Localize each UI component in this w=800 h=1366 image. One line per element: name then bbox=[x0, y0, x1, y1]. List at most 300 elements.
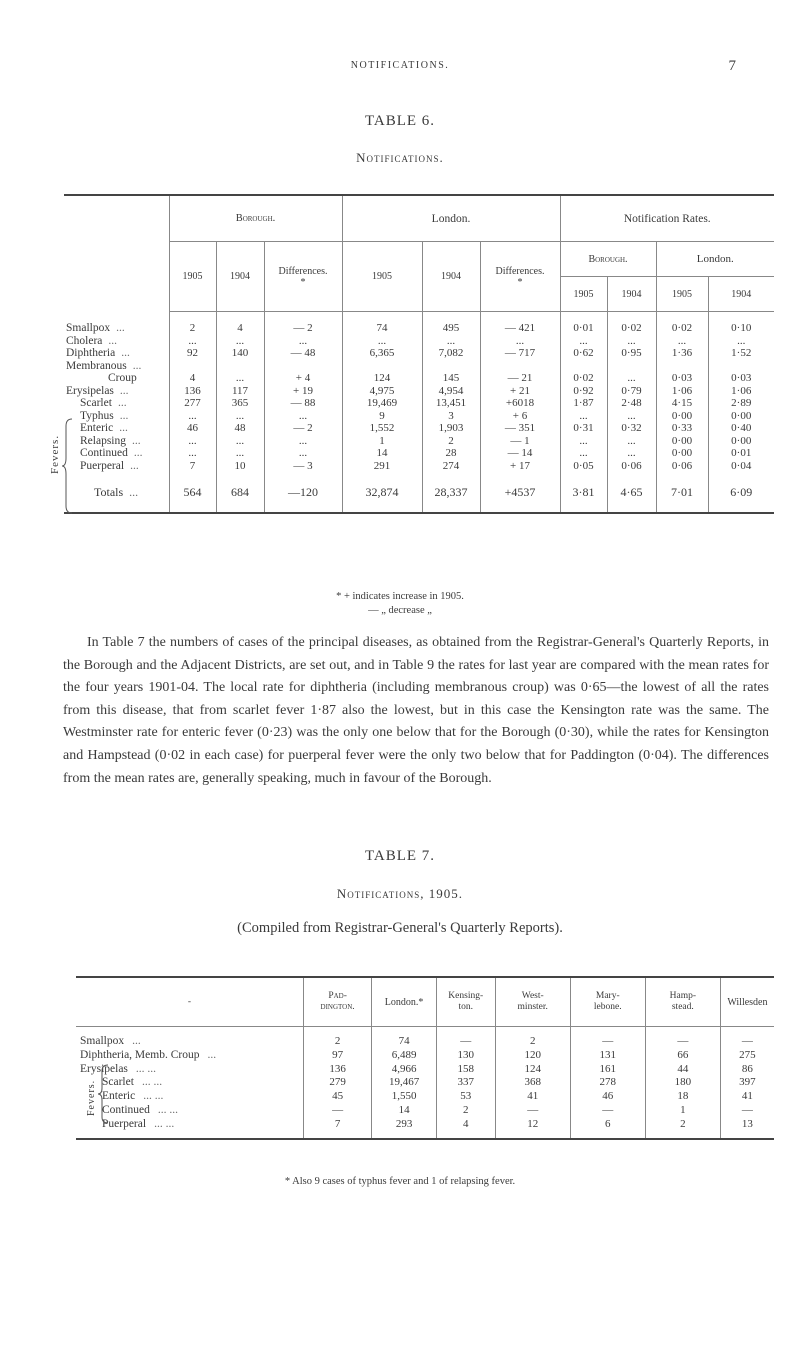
table6-cell-l05: 4,975 bbox=[342, 385, 422, 398]
table7-fevers-label: Fevers. bbox=[86, 1079, 97, 1116]
table7-row-label-cell bbox=[76, 1049, 303, 1063]
table7-cell-wil: 13 bbox=[720, 1118, 774, 1139]
table7-cell-ham: — bbox=[645, 1027, 720, 1049]
table6-cell-b05: 4 bbox=[169, 372, 216, 385]
table6-row-label: Diphtheria bbox=[66, 347, 116, 359]
table7-cell-wes: 12 bbox=[495, 1118, 570, 1139]
table6-row-label: Puerperal bbox=[80, 459, 125, 472]
table7-row-label: Smallpox bbox=[80, 1035, 125, 1047]
table6-cell-b04: ... bbox=[216, 447, 264, 460]
table6-cell-rb05: ... bbox=[560, 447, 607, 460]
table6-cell-b05 bbox=[169, 360, 216, 373]
table6-row-label: Enteric bbox=[80, 422, 114, 434]
table7-row-label: Scarlet bbox=[102, 1076, 134, 1089]
t6-h-rates-london: London. bbox=[656, 242, 774, 277]
table6-cell-b05: 92 bbox=[169, 347, 216, 360]
table6-cell-rl05: 0·00 bbox=[656, 435, 708, 448]
table6-row-label: Croup bbox=[108, 372, 137, 384]
table6-cell-rl05: 0·03 bbox=[656, 372, 708, 385]
table6-cell-rb04: ... bbox=[607, 410, 656, 423]
table7-cell-ken: 130 bbox=[436, 1049, 495, 1063]
table6-row bbox=[64, 347, 774, 360]
table6-cell-rl04 bbox=[708, 360, 774, 373]
table6-cell-rb04: 0·02 bbox=[607, 312, 656, 335]
table6-cell-ld: — 14 bbox=[480, 447, 560, 460]
table6-row bbox=[64, 397, 774, 410]
table6-cell-l05: ... bbox=[342, 335, 422, 348]
table6-cell-rl04: ... bbox=[708, 335, 774, 348]
table6-total-bd: —120 bbox=[264, 472, 342, 513]
table6-cell-rb04: 0·06 bbox=[607, 460, 656, 473]
table7-cell-lon: 74 bbox=[372, 1027, 436, 1049]
t6-h-l1905: 1905 bbox=[342, 242, 422, 312]
table6-cell-l04: ... bbox=[422, 335, 480, 348]
t6-h-ldiff-star: * bbox=[517, 276, 523, 288]
table6-cell-rl04: 0·00 bbox=[708, 410, 774, 423]
table6-row-label: Scarlet bbox=[80, 397, 112, 409]
table6-row bbox=[64, 335, 774, 348]
table6-total-b04: 684 bbox=[216, 472, 264, 513]
table6-total-rb04: 4·65 bbox=[607, 472, 656, 513]
table6-cell-l05: 1 bbox=[342, 435, 422, 448]
table6-cell-l05: 74 bbox=[342, 312, 422, 335]
table6-row-leader: ... bbox=[119, 422, 128, 434]
table6-cell-l05: 9 bbox=[342, 410, 422, 423]
table6-row bbox=[64, 372, 774, 385]
table6-cell-b04: ... bbox=[216, 410, 264, 423]
table6-fevers-label: Fevers. bbox=[49, 434, 61, 474]
t7-h-paddington: Pad- dington. bbox=[303, 977, 372, 1027]
table6-cell-ld: ... bbox=[480, 335, 560, 348]
table7-cell-mar: 46 bbox=[570, 1090, 645, 1104]
table6-cell-bd: ... bbox=[264, 410, 342, 423]
table7-row-label: Continued bbox=[102, 1103, 150, 1116]
table6-cell-rl04: 1·52 bbox=[708, 347, 774, 360]
table6-cell-l05: 19,469 bbox=[342, 397, 422, 410]
table6-cell-rb04: ... bbox=[607, 447, 656, 460]
table6-cell-b04: 365 bbox=[216, 397, 264, 410]
table6-cell-rb05: 1·87 bbox=[560, 397, 607, 410]
table6-cell-l04: 3 bbox=[422, 410, 480, 423]
table7-footnote: * Also 9 cases of typhus fever and 1 of relapsing fever. bbox=[284, 1176, 516, 1187]
table6-row-label-cell bbox=[64, 360, 169, 373]
table7-cell-ken: 158 bbox=[436, 1063, 495, 1077]
table6-row-label: Erysipelas bbox=[66, 384, 114, 397]
table6-cell-bd: — 88 bbox=[264, 397, 342, 410]
table6-totals-leader: ... bbox=[129, 484, 139, 499]
table7-source: (Compiled from Registrar-General's Quarterly Reports). bbox=[237, 920, 563, 936]
table6-cell-rb05 bbox=[560, 360, 607, 373]
table6-cell-b05: ... bbox=[169, 447, 216, 460]
table6-row-label-cell bbox=[64, 347, 169, 360]
table6-cell-rl04: 0·03 bbox=[708, 372, 774, 385]
table6-cell-l05: 124 bbox=[342, 372, 422, 385]
table6-row-leader: ... bbox=[132, 359, 142, 372]
t7-h-westminster: West- minster. bbox=[495, 977, 570, 1027]
table6-cell-rl04: 0·10 bbox=[708, 312, 774, 335]
table6-cell-b05: 46 bbox=[169, 422, 216, 435]
t7-h-marylebone: Mary- lebone. bbox=[570, 977, 645, 1027]
table6-note-decrease: — „ decrease „ bbox=[368, 605, 432, 616]
table7-cell-pad: 2 bbox=[303, 1027, 372, 1049]
table6-cell-rl04: 0·01 bbox=[708, 447, 774, 460]
table7-row-label-cell bbox=[76, 1027, 303, 1049]
table6-cell-ld: — 717 bbox=[480, 347, 560, 360]
table6-cell-l05: 6,365 bbox=[342, 347, 422, 360]
table7-cell-wil: 86 bbox=[720, 1063, 774, 1077]
table6-cell-l04: 495 bbox=[422, 312, 480, 335]
table6-cell-b04: 10 bbox=[216, 460, 264, 473]
running-head bbox=[0, 60, 800, 80]
table6-cell-l04: 145 bbox=[422, 372, 480, 385]
table7-cell-pad: 97 bbox=[303, 1049, 372, 1063]
table6-row-label: Continued bbox=[80, 447, 128, 459]
t7-h-london: London.* bbox=[372, 977, 436, 1027]
table7-row-label: Diphtheria, Memb. Croup bbox=[80, 1048, 200, 1061]
table6-title: TABLE 6. bbox=[364, 113, 436, 129]
table6-cell-ld: + 17 bbox=[480, 460, 560, 473]
table6-cell-b05: 7 bbox=[169, 460, 216, 473]
table6-cell-ld: + 6 bbox=[480, 410, 560, 423]
table6-cell-rl04: 2·89 bbox=[708, 397, 774, 410]
table6-row-label-cell bbox=[64, 397, 169, 410]
table7-cell-mar: 278 bbox=[570, 1076, 645, 1090]
table7-subtitle: Notifications, 1905. bbox=[336, 886, 464, 901]
table6-row-label: Cholera bbox=[66, 334, 103, 347]
table6-cell-rl04: 0·00 bbox=[708, 435, 774, 448]
table6-row-label-cell bbox=[64, 435, 169, 448]
table6-cell-l05 bbox=[342, 360, 422, 373]
table6-row-label-cell bbox=[64, 312, 169, 335]
table6-cell-l04 bbox=[422, 360, 480, 373]
table7-row-label-cell bbox=[76, 1076, 303, 1090]
table6-row-leader: ... bbox=[116, 321, 125, 334]
table7-row-label-cell bbox=[76, 1063, 303, 1077]
table6-row bbox=[64, 385, 774, 398]
table7-row bbox=[76, 1090, 774, 1104]
table7-cell-ken: 53 bbox=[436, 1090, 495, 1104]
table7-row-leader: ... ... bbox=[135, 1062, 157, 1075]
table6-totals-label: Totals bbox=[94, 484, 124, 499]
table7-cell-mar: 131 bbox=[570, 1049, 645, 1063]
table7-cell-wes: 120 bbox=[495, 1049, 570, 1063]
table6-cell-bd: — 2 bbox=[264, 312, 342, 335]
table7-cell-ken: 2 bbox=[436, 1104, 495, 1118]
table6-cell-rb04: 0·79 bbox=[607, 385, 656, 398]
t7-h-willesden: Willesden bbox=[720, 977, 774, 1027]
table7-cell-mar: — bbox=[570, 1027, 645, 1049]
table7-cell-mar: — bbox=[570, 1104, 645, 1118]
t6-h-ldiff-label: Differences. bbox=[495, 265, 545, 277]
table7-cell-wes: 2 bbox=[495, 1027, 570, 1049]
table6-cell-rl05: 1·36 bbox=[656, 347, 708, 360]
table6-cell-rb05: ... bbox=[560, 435, 607, 448]
table6-totals-row bbox=[64, 472, 774, 513]
table6-cell-l04: 13,451 bbox=[422, 397, 480, 410]
table6-cell-b05: 2 bbox=[169, 312, 216, 335]
table6-cell-l04: 2 bbox=[422, 435, 480, 448]
table7-cell-wil: 397 bbox=[720, 1076, 774, 1090]
table7-row bbox=[76, 1104, 774, 1118]
table6-cell-rb04: ... bbox=[607, 435, 656, 448]
table6-row-leader: ... bbox=[117, 397, 127, 409]
table6-row-label: Relapsing bbox=[80, 434, 126, 447]
table6-cell-b04: 140 bbox=[216, 347, 264, 360]
table7-cell-pad: 279 bbox=[303, 1076, 372, 1090]
table7-cell-lon: 4,966 bbox=[372, 1063, 436, 1077]
table7-row bbox=[76, 1049, 774, 1063]
t6-h-rb1905: 1905 bbox=[560, 277, 607, 312]
table6-corner bbox=[64, 195, 169, 312]
table6-row bbox=[64, 312, 774, 335]
table6-cell-b04: 117 bbox=[216, 385, 264, 398]
table7-cell-mar: 161 bbox=[570, 1063, 645, 1077]
table6-row-label: Smallpox bbox=[66, 321, 111, 334]
table7-cell-wil: — bbox=[720, 1104, 774, 1118]
table6-row-label: Membranous bbox=[66, 359, 127, 372]
table7-row-leader: ... ... bbox=[157, 1103, 179, 1116]
table7-cell-wes: 41 bbox=[495, 1090, 570, 1104]
table6-totals-label-cell bbox=[64, 472, 169, 513]
table6-row-leader: ... bbox=[132, 434, 141, 447]
table7-cell-pad: 7 bbox=[303, 1118, 372, 1139]
table6-cell-bd bbox=[264, 360, 342, 373]
table6-cell-bd: + 19 bbox=[264, 385, 342, 398]
table6-fevers-brace bbox=[62, 418, 74, 514]
table6-cell-l04: 1,903 bbox=[422, 422, 480, 435]
table6-subtitle: Notifications. bbox=[356, 150, 444, 165]
table6-cell-bd: ... bbox=[264, 335, 342, 348]
running-title: NOTIFICATIONS. bbox=[350, 60, 450, 71]
table7-cell-pad: — bbox=[303, 1104, 372, 1118]
table6-total-rb05: 3·81 bbox=[560, 472, 607, 513]
table6-cell-b04: ... bbox=[216, 435, 264, 448]
table6-total-rl05: 7·01 bbox=[656, 472, 708, 513]
t7-corner: - bbox=[76, 977, 303, 1027]
table6-cell-rl04: 1·06 bbox=[708, 385, 774, 398]
table7-row-label-cell bbox=[76, 1090, 303, 1104]
table6-cell-rl04: 0·04 bbox=[708, 460, 774, 473]
table6-cell-ld: — 421 bbox=[480, 312, 560, 335]
table6-cell-bd: ... bbox=[264, 435, 342, 448]
t6-head-rates: Notification Rates. bbox=[560, 195, 774, 242]
table6-row-label: Typhus bbox=[80, 409, 114, 422]
table6-row-leader: ... bbox=[130, 459, 139, 472]
table7 bbox=[76, 976, 774, 1140]
table7-cell-pad: 136 bbox=[303, 1063, 372, 1077]
table7-row-leader: ... ... bbox=[141, 1076, 163, 1089]
table7-row-label: Puerperal bbox=[102, 1117, 147, 1130]
table6-cell-b05: 277 bbox=[169, 397, 216, 410]
table6-cell-l05: 14 bbox=[342, 447, 422, 460]
table7-row bbox=[76, 1118, 774, 1139]
table6-cell-bd: + 4 bbox=[264, 372, 342, 385]
table6-row bbox=[64, 422, 774, 435]
table6-cell-rb05: 0·92 bbox=[560, 385, 607, 398]
table6-row-leader: ... bbox=[121, 347, 130, 359]
table6-total-ld: +4537 bbox=[480, 472, 560, 513]
table6-cell-l05: 291 bbox=[342, 460, 422, 473]
table6-row-leader: ... bbox=[108, 334, 118, 347]
table7-cell-pad: 45 bbox=[303, 1090, 372, 1104]
table6-cell-l04: 4,954 bbox=[422, 385, 480, 398]
t6-h-rl1905: 1905 bbox=[656, 277, 708, 312]
table7-cell-wes: 368 bbox=[495, 1076, 570, 1090]
table7-row-leader: ... bbox=[132, 1035, 141, 1047]
table6-cell-ld: + 21 bbox=[480, 385, 560, 398]
t6-h-ldiff bbox=[480, 242, 560, 312]
table6-cell-rl05: 0·33 bbox=[656, 422, 708, 435]
table7-row-leader: ... ... bbox=[143, 1090, 164, 1103]
table7-cell-wes: 124 bbox=[495, 1063, 570, 1077]
table6-cell-bd: ... bbox=[264, 447, 342, 460]
table7-row bbox=[76, 1076, 774, 1090]
table6-cell-ld: — 351 bbox=[480, 422, 560, 435]
table7-fevers-brace bbox=[98, 1064, 110, 1124]
table6-cell-rb05: 0·02 bbox=[560, 372, 607, 385]
table6-cell-ld bbox=[480, 360, 560, 373]
table6-row-label-cell bbox=[64, 422, 169, 435]
t6-head-london: London. bbox=[342, 195, 560, 242]
table7-row-label-cell bbox=[76, 1118, 303, 1139]
table7-cell-wil: — bbox=[720, 1027, 774, 1049]
table7-cell-ken: 4 bbox=[436, 1118, 495, 1139]
t6-h-bdiff bbox=[264, 242, 342, 312]
table6-cell-ld: — 21 bbox=[480, 372, 560, 385]
table6-total-l05: 32,874 bbox=[342, 472, 422, 513]
table6-cell-rb04: 0·95 bbox=[607, 347, 656, 360]
table6-row-label-cell bbox=[64, 335, 169, 348]
table6-cell-rb04: 0·32 bbox=[607, 422, 656, 435]
table6-cell-rl05: 0·02 bbox=[656, 312, 708, 335]
table6-cell-rl04: 0·40 bbox=[708, 422, 774, 435]
table6-cell-ld: +6018 bbox=[480, 397, 560, 410]
table6-row-label-cell bbox=[64, 372, 169, 385]
t6-h-b1905: 1905 bbox=[169, 242, 216, 312]
table6-cell-rl05: 0·00 bbox=[656, 410, 708, 423]
table6-row-label-cell bbox=[64, 447, 169, 460]
table6-cell-rb04: ... bbox=[607, 335, 656, 348]
table7-cell-ham: 18 bbox=[645, 1090, 720, 1104]
table7-row-label: Enteric bbox=[102, 1090, 136, 1103]
table6-cell-rb05: 0·01 bbox=[560, 312, 607, 335]
table7-cell-lon: 293 bbox=[372, 1118, 436, 1139]
table6 bbox=[64, 194, 774, 514]
table6-cell-b05: ... bbox=[169, 435, 216, 448]
table7-cell-lon: 19,467 bbox=[372, 1076, 436, 1090]
table6-row bbox=[64, 360, 774, 373]
table6-cell-l04: 28 bbox=[422, 447, 480, 460]
table6-row-leader: ... bbox=[133, 447, 143, 459]
table6-note-increase: * + indicates increase in 1905. bbox=[336, 591, 464, 602]
table7-cell-ken: 337 bbox=[436, 1076, 495, 1090]
table6-cell-b04: ... bbox=[216, 335, 264, 348]
table6-row-label-cell bbox=[64, 410, 169, 423]
table7-row-label-cell bbox=[76, 1104, 303, 1118]
table7-title: TABLE 7. bbox=[364, 848, 436, 864]
table7-cell-wes: — bbox=[495, 1104, 570, 1118]
table6-cell-l05: 1,552 bbox=[342, 422, 422, 435]
t6-h-rl1904: 1904 bbox=[708, 277, 774, 312]
table7-row-leader: ... ... bbox=[154, 1117, 175, 1130]
table6-row-leader: ... bbox=[119, 384, 129, 397]
table6-cell-rl05: 1·06 bbox=[656, 385, 708, 398]
table6-cell-rb04: 2·48 bbox=[607, 397, 656, 410]
table7-row-label: Erysipelas bbox=[80, 1062, 128, 1075]
table6-cell-rl05 bbox=[656, 360, 708, 373]
t6-h-rb1904: 1904 bbox=[607, 277, 656, 312]
table6-cell-b04: 48 bbox=[216, 422, 264, 435]
table7-cell-lon: 6,489 bbox=[372, 1049, 436, 1063]
table6-cell-l04: 7,082 bbox=[422, 347, 480, 360]
t6-h-l1904: 1904 bbox=[422, 242, 480, 312]
t7-h-hampstead: Hamp- stead. bbox=[645, 977, 720, 1027]
table7-cell-ham: 2 bbox=[645, 1118, 720, 1139]
body-paragraph-text: In Table 7 the numbers of cases of the principal diseases, as obtained from the Registrar-General's Quarterly Reports, in the Borough and the Adjacent Districts, are set out, and in Table 9 the rates for last year are compared with the mean rates for the four years 1901-04. The local rate for diphtheria (including membranous croup) was 0·65—the lowest of all the rates from this disease, that from scarlet fever 1·87 also the lowest, but in this case the Kensington rate was the same. The Westminster rate for enteric fever (0·23) was the only one below that for the Borough (0·30), while the rates for Kensington and Hampstead (0·02 in each case) for puerperal fever were the only two below that for Paddington (0·04). The differences from the mean rates are, generally speaking, much in favour of the Borough. bbox=[63, 635, 769, 786]
table6-total-rl04: 6·09 bbox=[708, 472, 774, 513]
table6-cell-rl05: ... bbox=[656, 335, 708, 348]
table6-cell-rb05: 0·05 bbox=[560, 460, 607, 473]
table6-cell-b04 bbox=[216, 360, 264, 373]
table6-cell-b04: ... bbox=[216, 372, 264, 385]
table6-cell-rl05: 4·15 bbox=[656, 397, 708, 410]
table6-cell-bd: — 2 bbox=[264, 422, 342, 435]
page-number: 7 bbox=[728, 58, 736, 74]
table7-cell-wil: 275 bbox=[720, 1049, 774, 1063]
table6-row bbox=[64, 435, 774, 448]
table7-cell-lon: 1,550 bbox=[372, 1090, 436, 1104]
table7-cell-wil: 41 bbox=[720, 1090, 774, 1104]
body-paragraph bbox=[63, 632, 769, 790]
table6-cell-b05: ... bbox=[169, 335, 216, 348]
table6-cell-rb04 bbox=[607, 360, 656, 373]
table7-cell-mar: 6 bbox=[570, 1118, 645, 1139]
table6-row-leader: ... bbox=[119, 409, 129, 422]
table6-cell-rb05: 0·62 bbox=[560, 347, 607, 360]
table7-cell-ham: 180 bbox=[645, 1076, 720, 1090]
table6-cell-bd: — 48 bbox=[264, 347, 342, 360]
table6-cell-b05: ... bbox=[169, 410, 216, 423]
table6-total-l04: 28,337 bbox=[422, 472, 480, 513]
table6-row bbox=[64, 460, 774, 473]
table7-cell-ham: 1 bbox=[645, 1104, 720, 1118]
table7-cell-ken: — bbox=[436, 1027, 495, 1049]
table6-cell-rl05: 0·06 bbox=[656, 460, 708, 473]
table7-cell-lon: 14 bbox=[372, 1104, 436, 1118]
t6-h-rates-borough: Borough. bbox=[560, 242, 656, 277]
table7-row-leader: ... bbox=[207, 1048, 217, 1061]
table7-row bbox=[76, 1027, 774, 1049]
t6-h-b1904: 1904 bbox=[216, 242, 264, 312]
table6-cell-rl05: 0·00 bbox=[656, 447, 708, 460]
table7-row bbox=[76, 1063, 774, 1077]
table6-cell-b05: 136 bbox=[169, 385, 216, 398]
table6-cell-ld: — 1 bbox=[480, 435, 560, 448]
table6-cell-rb04: ... bbox=[607, 372, 656, 385]
table6-row-label-cell bbox=[64, 385, 169, 398]
table6-total-b05: 564 bbox=[169, 472, 216, 513]
t7-h-kensington: Kensing- ton. bbox=[436, 977, 495, 1027]
table7-cell-ham: 66 bbox=[645, 1049, 720, 1063]
table6-row-label-cell bbox=[64, 460, 169, 473]
table6-cell-rb05: 0·31 bbox=[560, 422, 607, 435]
table6-row bbox=[64, 410, 774, 423]
t6-h-bdiff-star: * bbox=[300, 276, 306, 288]
table6-cell-l04: 274 bbox=[422, 460, 480, 473]
table6-cell-rb05: ... bbox=[560, 410, 607, 423]
table6-row bbox=[64, 447, 774, 460]
table6-cell-rb05: ... bbox=[560, 335, 607, 348]
